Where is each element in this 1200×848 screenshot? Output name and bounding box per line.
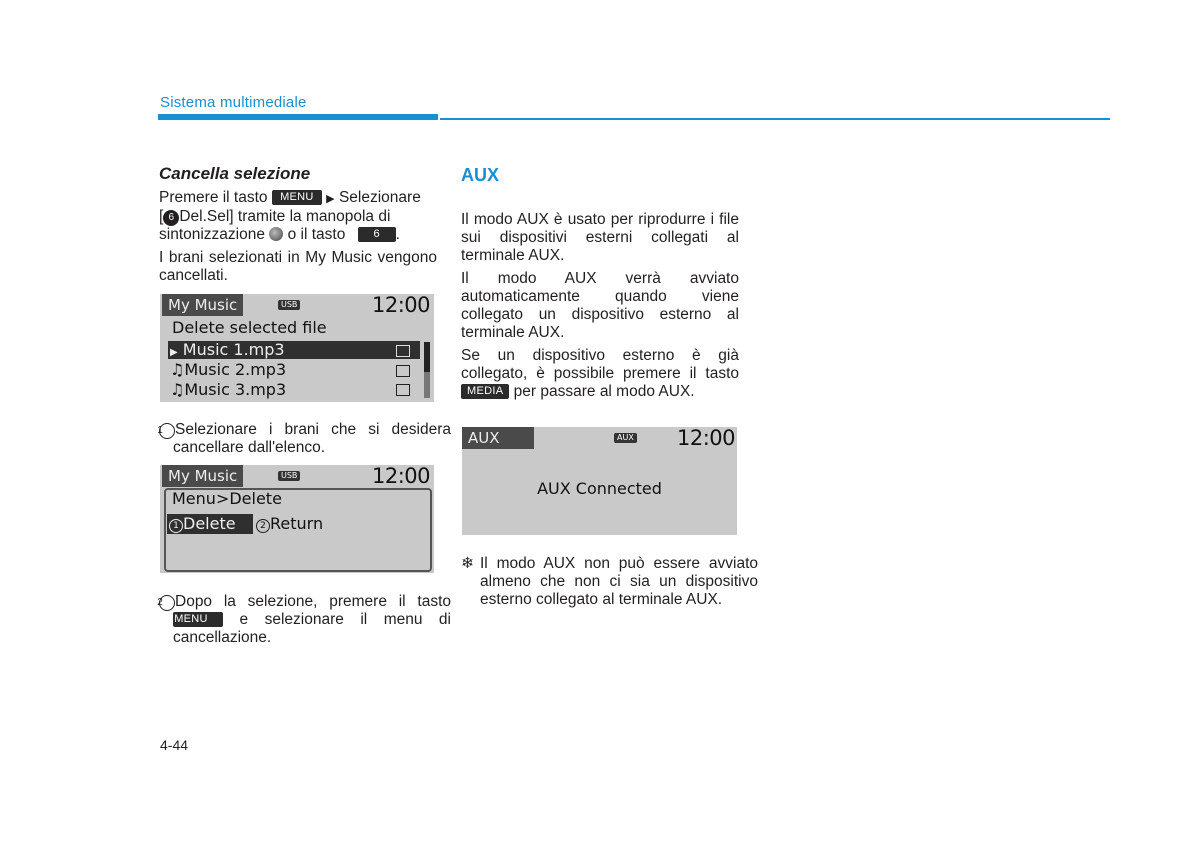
- instruction-text: [: [159, 208, 164, 225]
- aux-text: Se un dispositivo esterno è già collegato, è possibile premere il tasto: [461, 347, 739, 382]
- step-2: [159, 593, 451, 647]
- play-icon: ▶: [170, 347, 178, 358]
- checkbox: [396, 384, 410, 396]
- instruction-paragraph: [159, 189, 437, 244]
- option-delete: [169, 514, 236, 534]
- usb-icon: USB: [278, 300, 300, 310]
- list-item: [170, 380, 286, 400]
- screen-title: My Music: [162, 465, 243, 487]
- option-return: [256, 514, 323, 534]
- screen-heading: Menu>Delete: [172, 489, 282, 508]
- music-note-icon: ♫: [170, 380, 185, 399]
- aux-badge-icon: AUX: [614, 433, 637, 443]
- num-1-icon: 1: [169, 519, 183, 533]
- usb-icon: USB: [278, 471, 300, 481]
- screen-title: My Music: [162, 294, 243, 316]
- deleted-note: I brani selezionati in My Music vengono cancellati.: [159, 249, 437, 284]
- page-number: 4-44: [160, 737, 189, 753]
- header-rule-thin: [440, 118, 1110, 120]
- header-rule-thick: [158, 114, 438, 120]
- subtitle: Cancella selezione: [159, 164, 311, 183]
- music-note-icon: ♫: [170, 360, 185, 379]
- checkbox: [396, 365, 410, 377]
- aux-note: [461, 555, 758, 609]
- scrollbar: [424, 342, 430, 398]
- screen-header: [160, 294, 434, 316]
- aux-connected-message: AUX Connected: [537, 479, 662, 498]
- list-item: [170, 360, 286, 380]
- step-1-text: Selezionare i brani che si desidera cancellare dall'elenco.: [173, 421, 451, 456]
- screen-heading: Delete selected file: [172, 318, 327, 337]
- clock: 12:00: [677, 427, 736, 450]
- checkbox: [396, 345, 410, 357]
- instruction-text: Selezionare: [338, 189, 421, 206]
- aux-paragraph-2: Il modo AUX verrà avviato automaticamente quando viene collegato un dispositivo esterno al terminale AUX.: [461, 270, 739, 341]
- step-2-text: e selezionare il menu di cancellazione.: [173, 611, 452, 646]
- screen-menu-delete: [160, 465, 434, 573]
- num-6-icon: 6: [163, 210, 179, 226]
- list-item-label: Music 2.mp3: [184, 360, 287, 379]
- num-2-icon: 2: [159, 595, 175, 611]
- left-column: [159, 165, 437, 290]
- instruction-text: .: [395, 226, 400, 243]
- menu-key: MENU: [173, 612, 223, 627]
- aux-paragraph-3: [461, 347, 739, 401]
- step-1: [159, 421, 451, 457]
- screen-aux: [462, 427, 737, 535]
- clock: 12:00: [372, 294, 431, 317]
- clock: 12:00: [372, 465, 431, 488]
- screen-header: [462, 427, 737, 449]
- screen-header: [160, 465, 434, 487]
- screen-delete-selected: [160, 294, 434, 402]
- aux-paragraph-1: Il modo AUX è usato per riprodurre i file sui dispositivi esterni collegati al terminale AUX.: [461, 211, 739, 264]
- right-column: [461, 211, 739, 406]
- instruction-text: o il tasto: [287, 226, 346, 243]
- snowflake-icon: ❄: [461, 555, 474, 572]
- instruction-text: sintonizzazione: [159, 226, 265, 243]
- list-item-label: Music 3.mp3: [184, 380, 287, 399]
- list-item-label: Music 1.mp3: [182, 340, 285, 359]
- screen-title: AUX: [462, 427, 534, 449]
- aux-note-text: Il modo AUX non può essere avviato almeno che non ci sia un dispositivo esterno collegato al terminale AUX.: [480, 555, 758, 608]
- aux-text: per passare al modo AUX.: [513, 383, 695, 400]
- arrow-right-icon: ▶: [326, 193, 335, 205]
- step-2-text: Dopo la selezione, premere il tasto: [175, 593, 451, 610]
- key-6: 6: [358, 227, 396, 242]
- section-title: Sistema multimediale: [160, 94, 307, 111]
- tune-knob-icon: [269, 227, 283, 241]
- instruction-text: Del.Sel] tramite la manopola di: [179, 208, 391, 225]
- option-label: Delete: [183, 514, 236, 533]
- option-label: Return: [270, 514, 324, 533]
- num-2-icon: 2: [256, 519, 270, 533]
- num-1-icon: 1: [159, 423, 175, 439]
- menu-key: MENU: [272, 190, 322, 205]
- instruction-text: Premere il tasto: [159, 189, 268, 206]
- media-key: MEDIA: [461, 384, 509, 399]
- aux-title: AUX: [461, 165, 500, 185]
